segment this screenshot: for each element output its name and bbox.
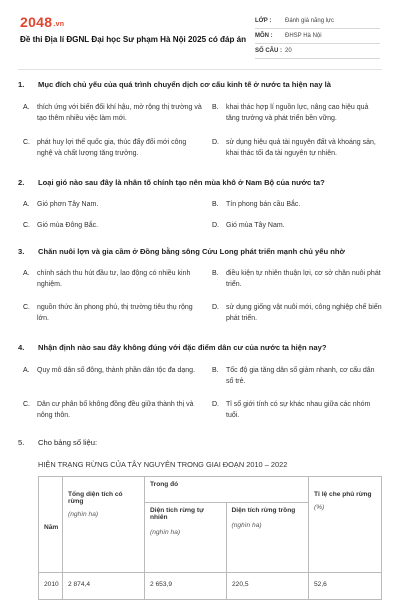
question-number: 2. [18, 178, 25, 187]
option-letter: D. [212, 139, 219, 146]
option-letter: D. [212, 401, 219, 408]
option-letter: A. [23, 367, 30, 374]
meta-label: MÔN : [255, 33, 273, 39]
site-logo[interactable] [20, 14, 64, 30]
option-text: Tín phong bán cầu Bắc. [226, 201, 301, 208]
option-text: khai thác hợp lí nguồn lực, nâng cao hiệu quả tăng trưởng và phát triển bền vững. [226, 104, 369, 122]
option-text: nguồn thức ăn phong phú, thị trường tiêu thụ rộng lớn. [37, 304, 193, 322]
header-ratio-unit: (%) [314, 504, 325, 511]
question-number: 5. [18, 438, 25, 447]
page-title: Đề thi Địa lí ĐGNL Đại học Sư phạm Hà Nội 2025 có đáp án [20, 35, 247, 44]
header-ratio [309, 477, 381, 572]
option-a[interactable] [23, 268, 203, 290]
forest-status-table [38, 476, 382, 600]
header-divider [18, 69, 382, 70]
header-total-label: Tổng diện tích có rừng [68, 491, 123, 505]
option-letter: B. [212, 367, 219, 374]
table-title: HIỆN TRẠNG RỪNG CỦA TÂY NGUYÊN TRONG GIAI ĐOẠN 2010 – 2022 [38, 460, 288, 469]
header-subgroup [145, 503, 308, 572]
option-text: Gió mùa Tây Nam. [226, 222, 285, 229]
option-letter: A. [23, 104, 30, 111]
header-natural-unit: (nghìn ha) [150, 529, 181, 536]
header-planted-unit: (nghìn ha) [231, 522, 262, 529]
cell-total: 2 874,4 [63, 573, 145, 599]
meta-row-subject [255, 29, 380, 44]
cell-year: 2010 [39, 573, 63, 599]
option-text: thích ứng với biến đổi khí hậu, mở rộng thị trường và tạo thêm nhiều việc làm mới. [37, 104, 202, 122]
option-a[interactable] [23, 365, 203, 376]
meta-value: ĐHSP Hà Nội [285, 33, 322, 39]
option-text: Quy mô dân số đông, thành phần dân tộc đa dạng. [37, 367, 196, 374]
header-natural-label: Diện tích rừng tự nhiên [150, 507, 204, 521]
question-text: Mục đích chủ yếu của quá trình chuyển dịch cơ cấu kinh tế ở nước ta hiện nay là [38, 80, 332, 89]
meta-value: Đánh giá năng lực [285, 18, 335, 24]
option-d[interactable] [212, 137, 382, 159]
page-header [0, 0, 400, 70]
cell-ratio: 52,6 [314, 581, 327, 588]
option-text: Gió mùa Đông Bắc. [37, 222, 99, 229]
option-c[interactable] [23, 302, 203, 324]
option-letter: D. [212, 304, 219, 311]
option-text: điều kiện tự nhiên thuận lợi, cơ sở chăn nuôi phát triển. [226, 270, 381, 288]
header-group-label: Trong đó [145, 477, 308, 503]
meta-label: SỐ CÂU : [255, 48, 282, 54]
meta-value: 20 [285, 48, 292, 54]
logo-main: 2048 [20, 14, 53, 30]
meta-row-class [255, 14, 380, 29]
table-header-row [39, 477, 381, 573]
option-letter: D. [212, 222, 219, 229]
header-natural [145, 503, 227, 572]
option-letter: A. [23, 201, 30, 208]
meta-label: LỚP : [255, 18, 272, 24]
option-c[interactable] [23, 220, 203, 231]
option-letter: B. [212, 104, 219, 111]
question-text: Cho bảng số liệu: [38, 438, 98, 447]
option-text: sử dụng giống vật nuôi mới, công nghiệp chế biến phát triển. [226, 304, 382, 322]
option-text: Tốc độ gia tăng dân số giảm nhanh, cơ cấu dân số trẻ. [226, 367, 375, 385]
option-c[interactable] [23, 399, 203, 421]
option-text: sử dụng hiệu quả tài nguyên đất và khoáng sản, khai thác tối đa tài nguyên tự nhiên. [226, 139, 376, 157]
question-number: 1. [18, 80, 25, 89]
option-letter: C. [23, 304, 30, 311]
header-year: Năm [39, 477, 63, 572]
option-text: Tỉ số giới tính có sự khác nhau giữa các nhóm tuổi. [226, 401, 371, 419]
option-letter: C. [23, 401, 30, 408]
option-d[interactable] [212, 220, 382, 231]
option-letter: B. [212, 270, 219, 277]
question-2 [18, 178, 383, 238]
option-text: chính sách thu hút đầu tư, lao động có nhiều kinh nghiệm. [37, 270, 191, 288]
header-group [145, 477, 309, 572]
option-d[interactable] [212, 399, 382, 421]
option-text: phát huy lợi thế quốc gia, thúc đẩy đổi mới công nghệ và chất lượng tăng trưởng. [37, 139, 187, 157]
header-planted-label: Diện tích rừng trồng [231, 507, 296, 514]
table-row [39, 573, 381, 599]
option-b[interactable] [212, 102, 382, 124]
question-5 [18, 438, 383, 588]
option-a[interactable] [23, 102, 203, 124]
question-text: Loại gió nào sau đây là nhân tố chính tạo nên mùa khô ở Nam Bộ của nước ta? [38, 178, 325, 187]
question-1 [18, 80, 383, 175]
option-text: Gió phơn Tây Nam. [37, 201, 99, 208]
option-letter: B. [212, 201, 219, 208]
option-b[interactable] [212, 365, 382, 387]
exam-meta [255, 14, 380, 59]
question-number: 3. [18, 247, 25, 256]
cell-natural: 2 653,9 [145, 573, 227, 599]
question-4 [18, 343, 383, 433]
header-total-unit: (nghìn ha) [68, 511, 99, 518]
question-number: 4. [18, 343, 25, 352]
option-a[interactable] [23, 199, 203, 210]
option-letter: C. [23, 222, 30, 229]
option-letter: A. [23, 270, 30, 277]
option-c[interactable] [23, 137, 203, 159]
option-text: Dân cư phân bố không đồng đều giữa thành thị và nông thôn. [37, 401, 194, 419]
option-b[interactable] [212, 268, 382, 290]
option-b[interactable] [212, 199, 382, 210]
header-ratio-label: Tỉ lệ che phủ rừng [314, 491, 372, 498]
question-text: Nhận định nào sau đây không đúng với đặc điểm dân cư của nước ta hiện nay? [38, 343, 327, 352]
meta-row-count [255, 44, 380, 59]
header-planted [227, 503, 309, 572]
option-letter: C. [23, 139, 30, 146]
question-text: Chăn nuôi lợn và gia cầm ở Đồng bằng sông Cửu Long phát triển mạnh chủ yếu nhờ [38, 247, 345, 256]
cell-planted: 220,5 [227, 573, 309, 599]
logo-suffix: .vn [53, 21, 65, 28]
question-3 [18, 247, 383, 337]
option-d[interactable] [212, 302, 382, 324]
header-total [63, 477, 145, 572]
